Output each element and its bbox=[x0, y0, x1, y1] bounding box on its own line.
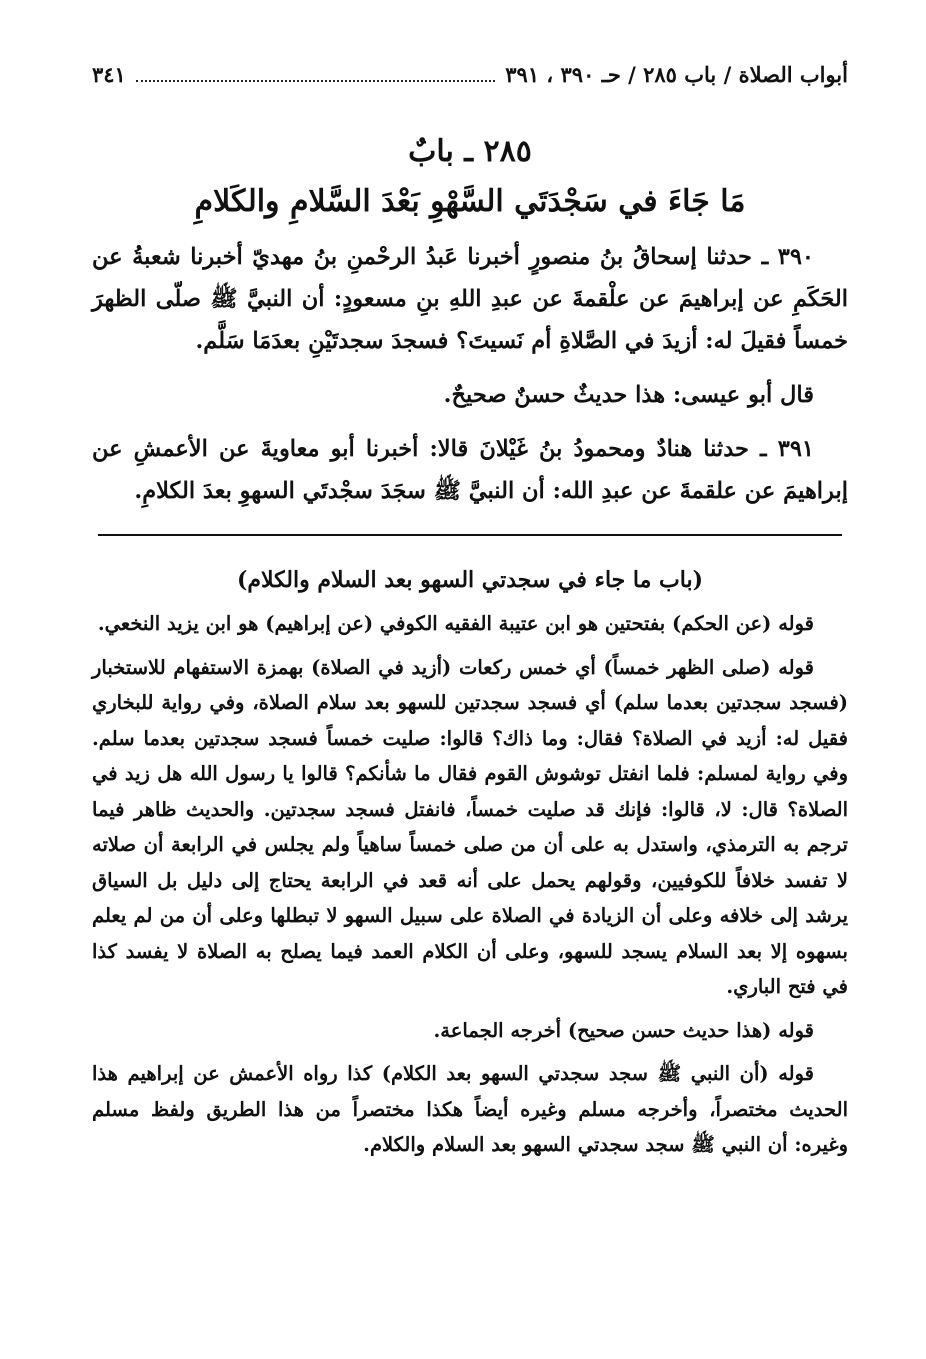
hadith-number: ٣٩٠ ـ bbox=[761, 244, 814, 270]
chapter-number: ٢٨٥ ـ بابٌ bbox=[408, 134, 532, 169]
hadith-body: حدثنا إسحاقُ بنُ منصورٍ أخبرنا عَبدُ الرحْمنِ بنُ مهديّ أخبرنا شعبةُ عن الحَكَمِ عن إبراهيمَ عن علْقمةَ عن عبدِ اللهِ بنِ مسعودٍ: أن النبيَّ ﷺ صلّى الظهرَ خمساً فقيلَ له: أزيدَ في الصَّلاةِ أم نَسيتَ؟ فسجدَ سجدتَيْنِ بعدَمَا سَلَّم. bbox=[92, 244, 848, 354]
section-divider bbox=[98, 534, 842, 536]
commentary-paragraph: قوله (هذا حديث حسن صحيح) أخرجه الجماعة. bbox=[433, 1018, 814, 1042]
leader-dots bbox=[136, 79, 495, 82]
commentary-paragraph: قوله (عن الحكم) بفتحتين هو ابن عتيبة الفقيه الكوفي (عن إبراهيم) هو ابن يزيد النخعي. bbox=[97, 612, 814, 635]
hadith-number: ٣٩١ ـ bbox=[760, 436, 814, 462]
commentary-paragraph: قوله (صلى الظهر خمساً) أي خمس ركعات (أزيد في الصلاة) بهمزة الاستفهام للاستخبار (فسجد سجدتين بعدما سلم) أي فسجد سجدتين للسهو بعد سلام الصلاة، وفي رواية للبخاري فقيل له: أزيد في الصلاة؟ فقال: وما ذاك؟ قالوا: صليت خمساً فسجد سجدتين بعدما سلم. وفي رواية لمسلم: فلما انفتل توشوش القوم فقال ما شأنكم؟ قالوا يا رسول الله هل زيد في الصلاة؟ قال: لا، قالوا: فإنك قد صليت خمساً، فانفتل فسجد سجدتين. والحديث ظاهر فيما ترجم به الترمذي، واستدل به على أن من صلى خمساً ساهياً ولم يجلس في الرابعة أن صلاته لا تفسد خلافاً للكوفيين، وقولهم يحمل على أنه قعد في الرابعة يحتاج إلى دليل بل السياق يرشد إلى خلافه وعلى أن الزيادة في الصلاة على سبيل السهو لا تبطلها وعلى أن من لم يعلم بسهوه إلا بعد السلام يسجد للسهو، وعلى أن الكلام العمد فيما يصلح به الصلاة لا يفسد كذا في فتح الباري. bbox=[92, 655, 848, 998]
commentary-title: (باب ما جاء في سجدتي السهو بعد السلام والكلام) bbox=[236, 567, 704, 593]
running-header-section: أبواب الصلاة / باب ٢٨٥ / حـ ٣٩٠ ، ٣٩١ bbox=[505, 62, 848, 87]
chapter-title: مَا جَاءَ في سَجْدَتَي السَّهْوِ بَعْدَ السَّلامِ والكَلامِ bbox=[194, 184, 746, 219]
running-header bbox=[92, 62, 848, 96]
grading-text: قال أبو عيسى: هذا حديثٌ حسنٌ صحيحٌ. bbox=[443, 382, 814, 408]
hadith-text-block bbox=[92, 236, 848, 512]
commentary-block bbox=[92, 606, 848, 1163]
hadith-391 bbox=[92, 428, 848, 512]
commentary-paragraph: قوله (أن النبي ﷺ سجد سجدتي السهو بعد الكلام) كذا رواه الأعمش عن إبراهيم هذا الحديث مختصراً، وأخرجه مسلم وغيره أيضاً هكذا مختصراً من هذا الطريق ولفظ مسلم وغيره: أن النبي ﷺ سجد سجدتي السهو بعد السلام والكلام. bbox=[92, 1062, 848, 1156]
abu-isa-grading bbox=[92, 374, 848, 416]
page-number: ٣٤١ bbox=[92, 62, 126, 87]
hadith-body: حدثنا هنادٌ ومحمودُ بنُ غَيْلانَ قالا: أخبرنا أبو معاويةَ عن الأعمشِ عن إبراهيمَ عن علقمةَ عن عبدِ الله: أن النبيَّ ﷺ سجَدَ سجْدتَي السهوِ بعدَ الكلامِ. bbox=[92, 436, 848, 504]
hadith-390 bbox=[92, 236, 848, 362]
